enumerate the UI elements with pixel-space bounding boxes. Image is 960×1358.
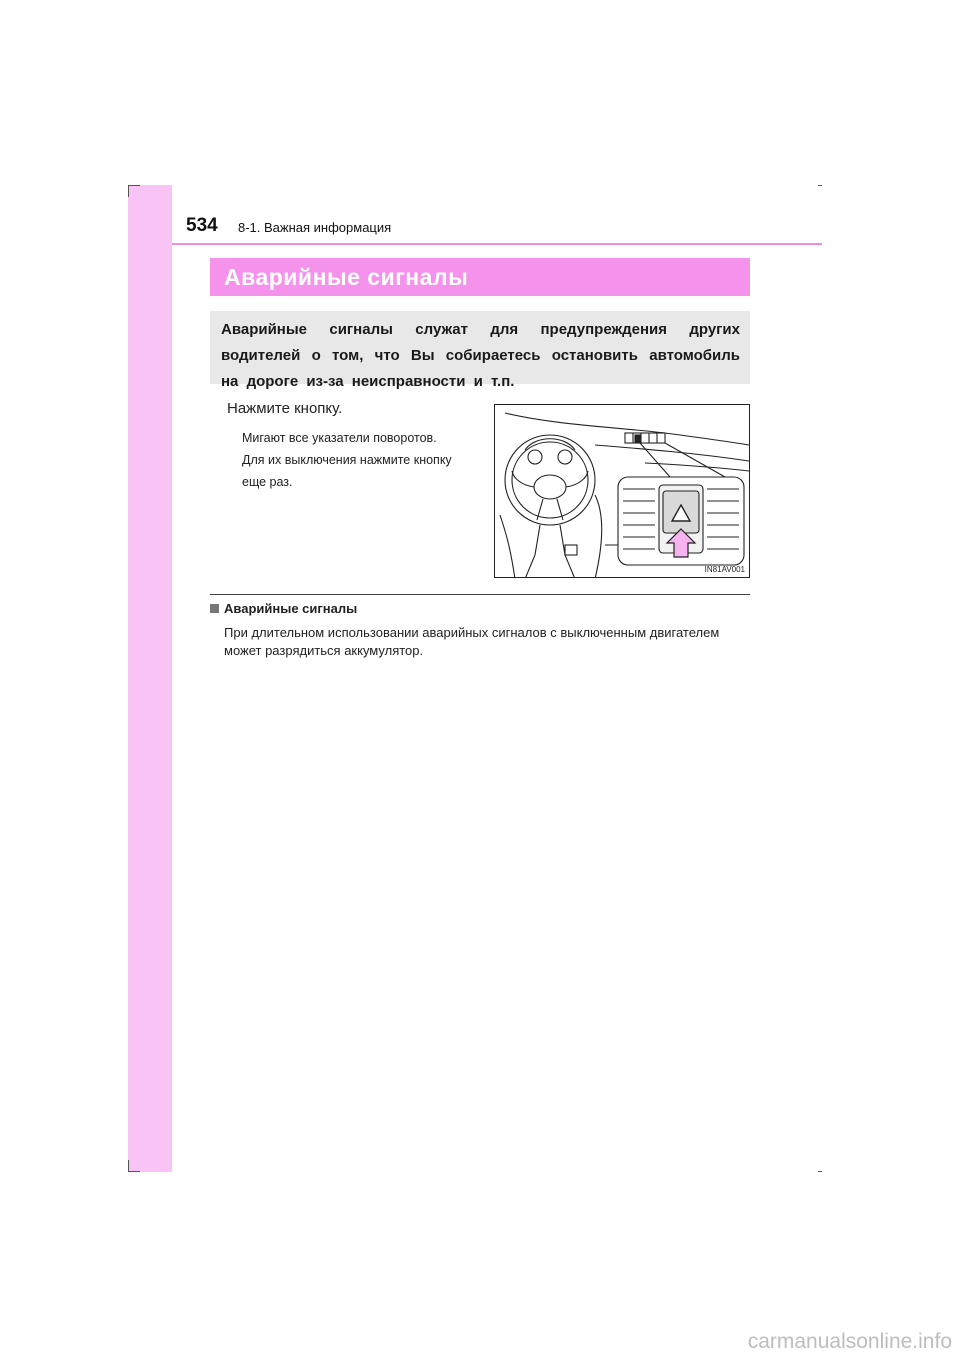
crop-mark-top-left-v (128, 185, 129, 197)
section-title: Аварийные сигналы (224, 264, 469, 290)
watermark: carmanualsonline.info (747, 1330, 952, 1353)
intro-text: Аварийные сигналы служат для предупреждения других водителей о том, что Вы собираетесь остановить автомобиль на дороге из-за неисправности и т.п. (221, 321, 740, 390)
step-detail (242, 427, 477, 493)
crop-mark-bottom-left-v (128, 1160, 129, 1172)
header-rule (172, 243, 822, 245)
chapter-heading: 8-1. Важная информация (238, 220, 392, 235)
step-detail-line: Для их выключения нажмите кнопку (242, 453, 452, 467)
step-title: Нажмите кнопку. (227, 400, 343, 417)
section-divider (210, 594, 750, 595)
note-text: При длительном использовании аварийных сигналов с выключенным двигателем может разрядиться аккумулятор. (224, 625, 720, 658)
note-title: Аварийные сигналы (224, 601, 358, 616)
side-color-strip (128, 185, 172, 1172)
crop-mark-bottom-left-h (128, 1171, 140, 1172)
page-number: 534 (186, 215, 218, 236)
dashboard-drawing (495, 405, 750, 578)
step-detail-line: Мигают все указатели поворотов. (242, 431, 437, 445)
step-detail-line: еще раз. (242, 475, 293, 489)
crop-mark-top-right (818, 185, 822, 186)
figure-code: IN81AV001 (704, 565, 745, 574)
section-title-bar (210, 258, 750, 296)
intro-box (210, 311, 750, 390)
crop-mark-top-left-h (128, 185, 140, 186)
crop-mark-bottom-right (818, 1171, 822, 1172)
hazard-button-illustration (494, 404, 750, 578)
note-square-icon (210, 604, 219, 613)
